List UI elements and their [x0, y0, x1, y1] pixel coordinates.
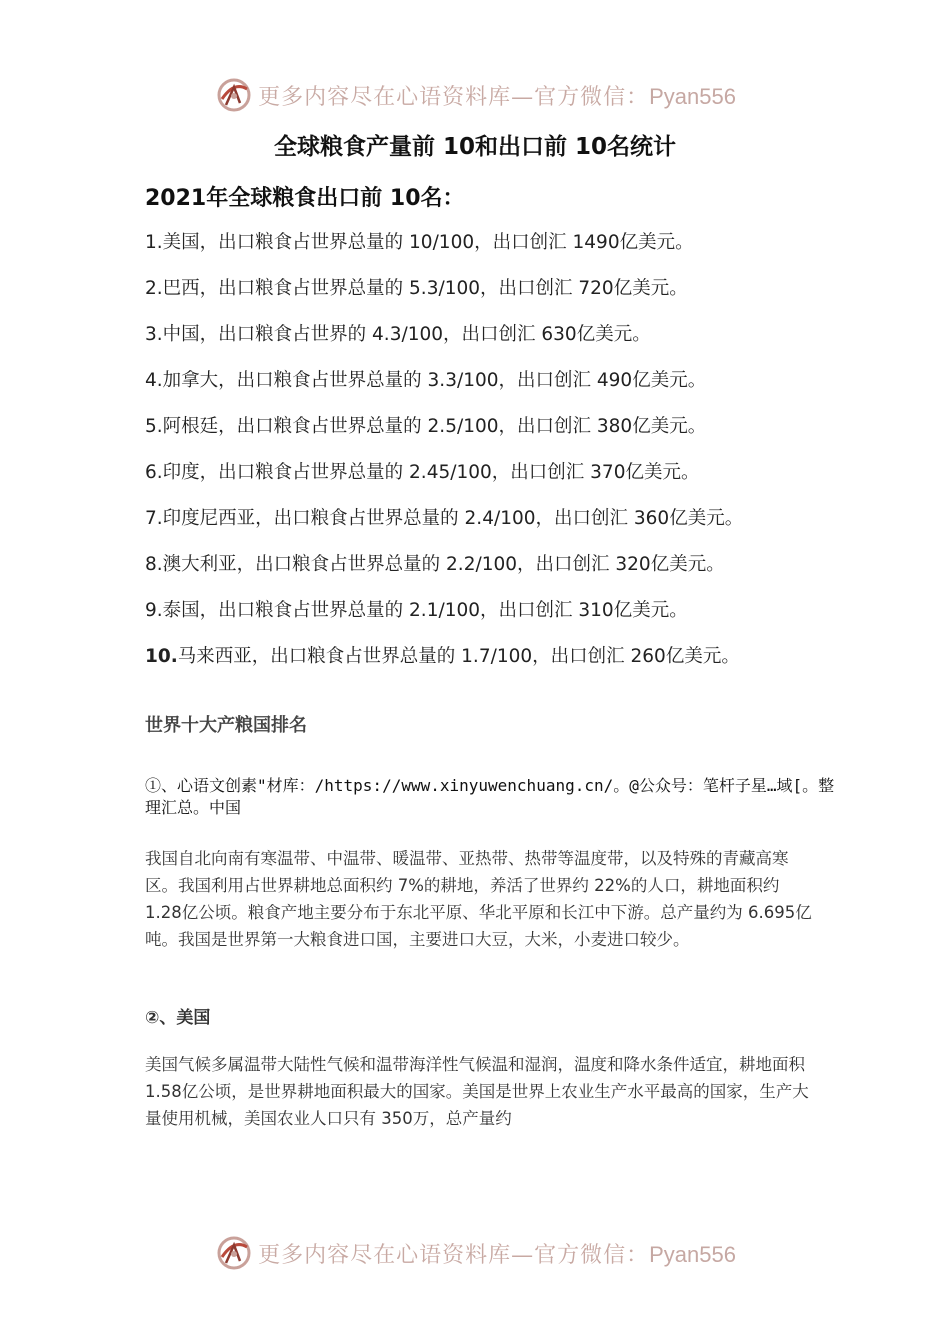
item2-paragraph: 美国气候多属温带大陆性气候和温带海洋性气候温和湿润，温度和降水条件适宜，耕地面积 1.58亿公顷，是世界耕地面积最大的国家。美国是世界上农业生产水平最高的国家，生产大量使用机械，美国农业人口只有 350万，总产量约: [145, 1055, 809, 1128]
list-item: 1.美国，出口粮食占世界总量的 10/100，出口创汇 1490亿美元。: [145, 232, 694, 253]
ranking-heading: 世界十大产粮国排名: [145, 715, 307, 736]
list-item: 8.澳大利亚，出口粮食占世界总量的 2.2/100，出口创汇 320亿美元。: [145, 554, 725, 575]
export-ranking-list: [145, 230, 743, 690]
list-item: 9.泰国，出口粮食占世界总量的 2.1/100，出口创汇 310亿美元。: [145, 600, 688, 621]
list-item: 7.印度尼西亚，出口粮食占世界总量的 2.4/100，出口创汇 360亿美元。: [145, 508, 744, 529]
brand-logo-icon: [214, 1233, 254, 1273]
list-item: 4.加拿大，出口粮食占世界总量的 3.3/100，出口创汇 490亿美元。: [145, 370, 707, 391]
item1-paragraph: 我国自北向南有寒温带、中温带、暖温带、亚热带、热带等温度带，以及特殊的青藏高寒区。我国利用占世界耕地总面积约 7%的耕地，养活了世界约 22%的人口，耕地面积约 1.28亿公顷。粮食产地主要分布于东北平原、华北平原和长江中下游。总产量约为 6.695亿吨。我国是世界第一大粮食进口国，主要进口大豆，大米，小麦进口较少。: [145, 849, 812, 949]
export-heading: 2021年全球粮食出口前 10名：: [145, 186, 465, 211]
list-item: 2.巴西，出口粮食占世界总量的 5.3/100，出口创汇 720亿美元。: [145, 278, 688, 299]
footer-watermark: [0, 1230, 950, 1276]
item1-heading: ①、心语文创素"材库：/https://www.xinyuwenchuang.cn/。@公众号：笔杆子星…域[。整理汇总。中国: [145, 776, 835, 817]
brand-logo-icon: [214, 75, 254, 115]
watermark-wechat-id: Pyan556: [649, 1241, 736, 1267]
watermark-wechat-id: Pyan556: [649, 83, 736, 109]
item2-heading: ②、美国: [145, 1008, 211, 1028]
document-title: 全球粮食产量前 10和出口前 10名统计: [273, 134, 677, 160]
list-item: 6.印度，出口粮食占世界总量的 2.45/100，出口创汇 370亿美元。: [145, 462, 700, 483]
list-item: 10.马来西亚，出口粮食占世界总量的 1.7/100，出口创汇 260亿美元。: [145, 646, 740, 667]
list-item: 3.中国，出口粮食占世界的 4.3/100，出口创汇 630亿美元。: [145, 324, 651, 345]
header-watermark: [0, 72, 950, 118]
list-item: 5.阿根廷，出口粮食占世界总量的 2.5/100，出口创汇 380亿美元。: [145, 416, 707, 437]
watermark-text: 更多内容尽在心语资料库—官方微信：Pyan556: [258, 83, 736, 110]
watermark-text: 更多内容尽在心语资料库—官方微信：Pyan556: [258, 1241, 736, 1268]
